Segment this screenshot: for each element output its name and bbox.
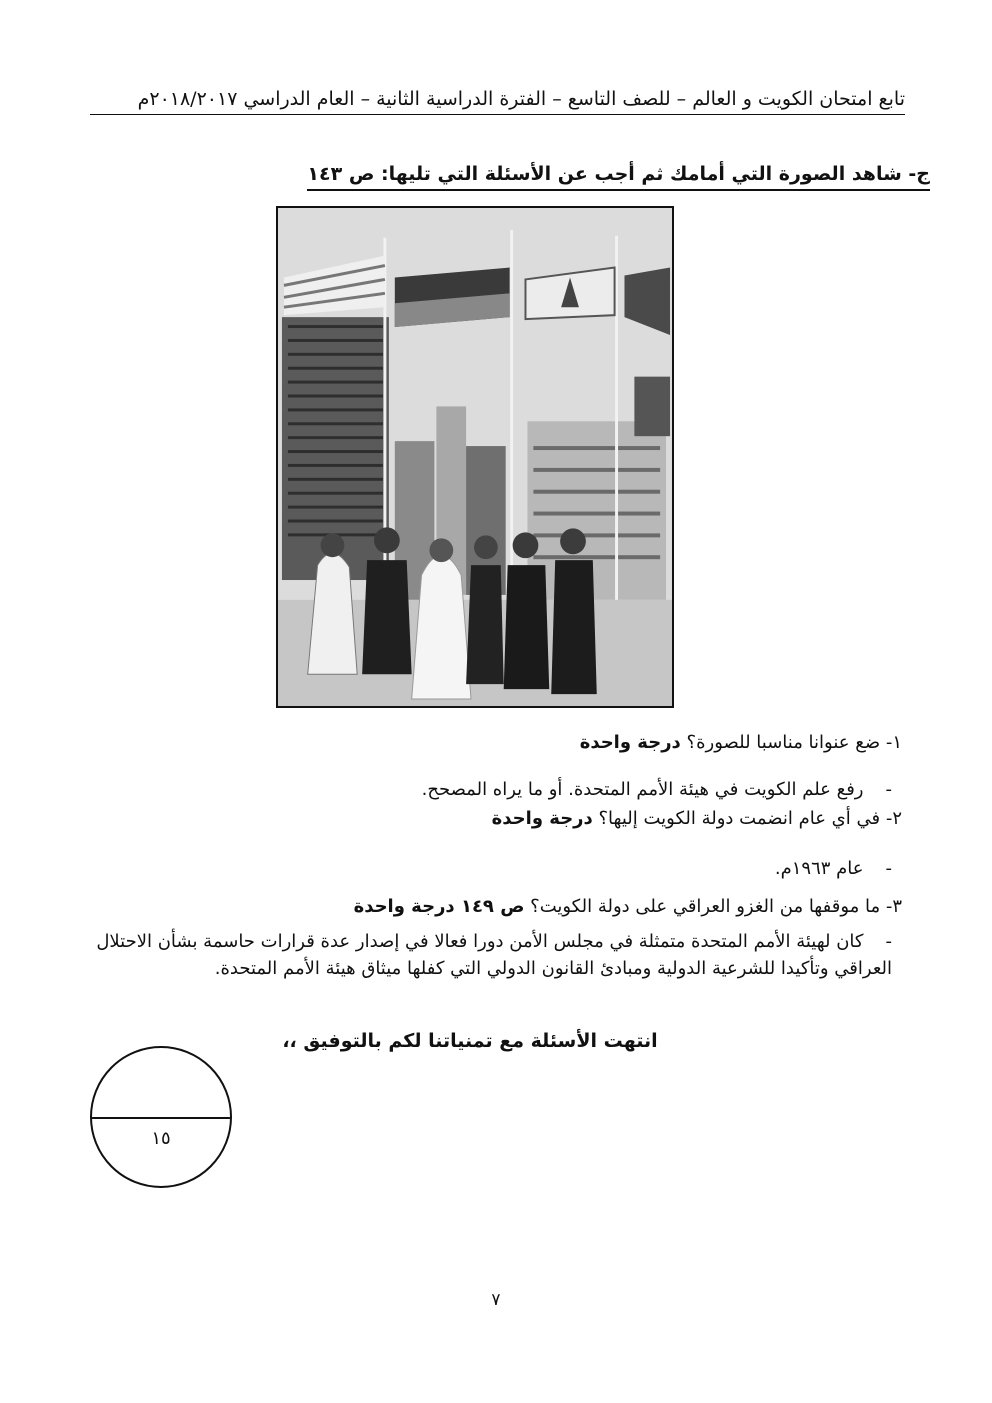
photo-illustration <box>278 208 672 706</box>
page-number: ٧ <box>491 1290 501 1310</box>
question-3-grade: ص ١٤٩ درجة واحدة <box>353 896 525 917</box>
answer-3-text: كان لهيئة الأمم المتحدة متمثلة في مجلس الأمن دورا فعالا في إصدار عدة قرارات حاسمة بشأن الاحتلال العراقي وتأكيدا للشرعية الدولية ومبادئ القانون الدولي التي كفلها ميثاق هيئة الأمم المتحدة. <box>96 931 892 979</box>
total-score: ١٥ <box>151 1128 171 1149</box>
answer-2 <box>775 856 892 882</box>
answer-3 <box>80 928 892 982</box>
closing-text: انتهت الأسئلة مع تمنياتنا لكم بالتوفيق ،، <box>282 1030 658 1052</box>
question-2-text: ٢- في أي عام انضمت دولة الكويت إليها؟ <box>598 808 902 829</box>
answer-1-marker: - <box>885 779 892 800</box>
question-2-grade: درجة واحدة <box>491 808 593 829</box>
answer-1 <box>422 777 892 803</box>
score-circle <box>90 1046 232 1188</box>
question-1-grade: درجة واحدة <box>579 732 681 753</box>
answer-3-marker: - <box>885 931 892 952</box>
question-1-text: ١- ضع عنوانا مناسبا للصورة؟ <box>686 732 902 753</box>
question-3 <box>354 894 902 920</box>
answer-2-marker: - <box>885 858 892 879</box>
exam-header: تابع امتحان الكويت و العالم – للصف التاسع – الفترة الدراسية الثانية – العام الدراسي ٢٠١٨/٢٠١٧م <box>90 86 905 115</box>
question-1 <box>580 730 902 756</box>
question-3-text: ٣- ما موقفها من الغزو العراقي على دولة الكويت؟ <box>530 896 902 917</box>
score-divider <box>92 1117 230 1119</box>
answer-2-text: عام ١٩٦٣م. <box>774 858 864 879</box>
historical-photo <box>276 206 674 708</box>
section-title: ج- شاهد الصورة التي أمامك ثم أجب عن الأسئلة التي تليها: ص ١٤٣ <box>307 160 930 191</box>
answer-1-text: رفع علم الكويت في هيئة الأمم المتحدة. أو ما يراه المصحح. <box>421 779 864 800</box>
question-2 <box>492 806 902 832</box>
